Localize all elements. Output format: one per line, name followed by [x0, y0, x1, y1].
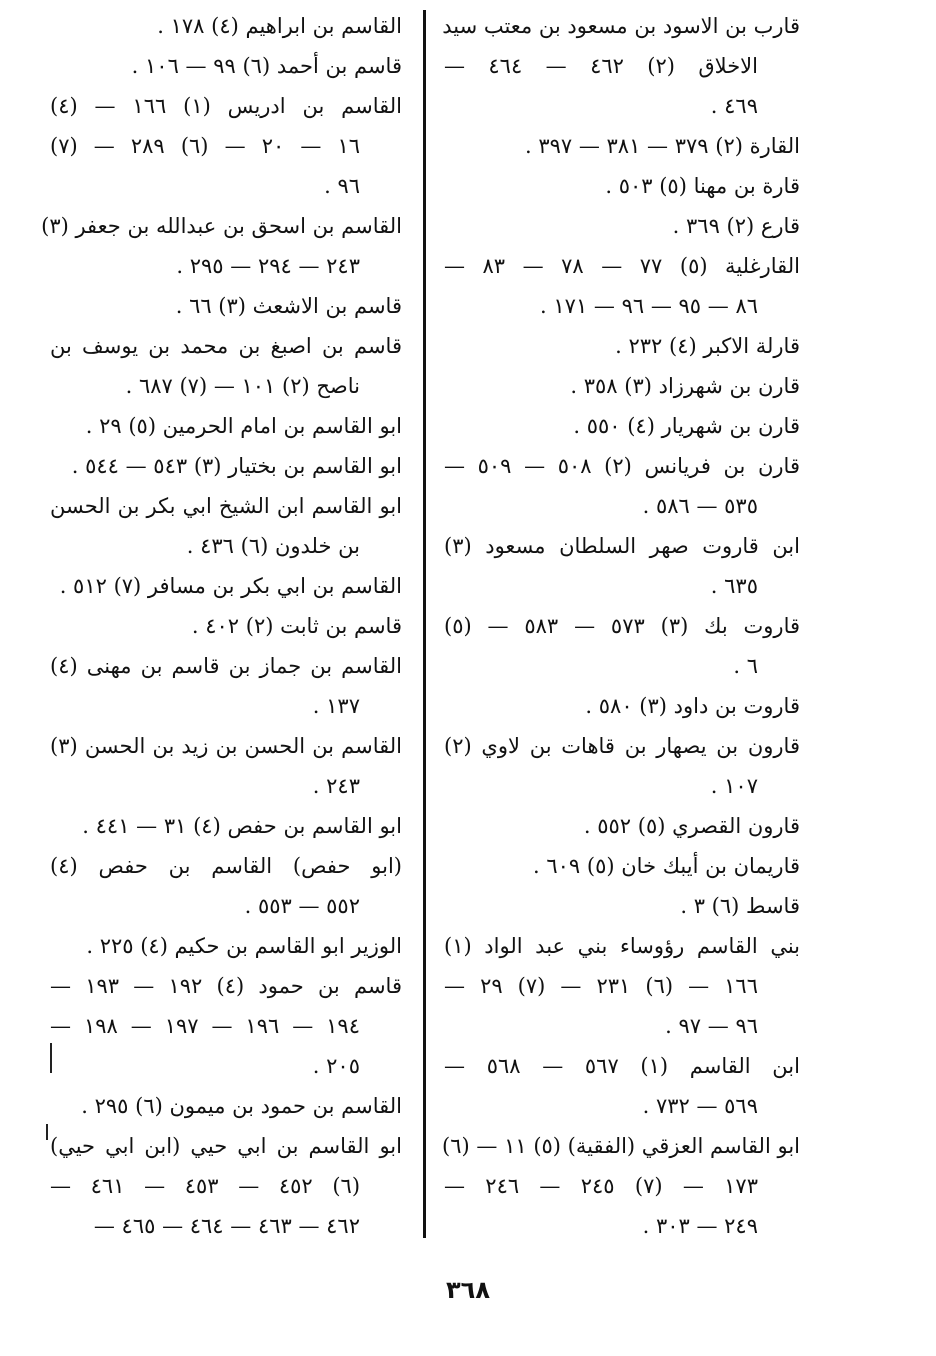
entry-continuation-line: ٩٦ . — [324, 174, 360, 198]
index-entry — [50, 46, 402, 86]
entry-continuation-line: ١٩٤ — ١٩٦ — ١٩٧ — ١٩٨ — — [50, 1014, 360, 1038]
index-entry — [444, 726, 800, 806]
index-entry — [50, 6, 402, 46]
index-entry — [444, 846, 800, 886]
index-entry — [444, 406, 800, 446]
entry-heading-line: قاروت بك (٣) ٥٧٣ — ٥٨٣ — (٥) — [444, 614, 801, 638]
entry-continuation-line: بن خلدون (٦) ٤٣٦ . — [186, 534, 360, 558]
index-entry — [444, 246, 800, 326]
index-entry — [50, 926, 402, 966]
entry-heading-line: القاسم بن الحسن بن زيد بن الحسن (٣) — [50, 734, 402, 758]
entry-heading-line: قاسم بن اصبغ بن محمد بن يوسف بن — [50, 334, 402, 358]
index-entry — [50, 726, 402, 806]
entry-continuation-line: ناصح (٢) ١٠١ — (٧) ٦٨٧ . — [125, 374, 360, 398]
margin-mark — [46, 1124, 48, 1140]
index-entry — [50, 566, 402, 606]
entry-heading-line: بني القاسم رؤوساء بني عبد الواد (١) — [444, 934, 800, 958]
index-entry — [444, 166, 800, 206]
index-entry — [444, 206, 800, 246]
entry-heading-line: ابو القاسم بن حفص (٤) ٣١ — ٤٤١ . — [82, 814, 402, 838]
page-number: ٣٦٨ — [446, 1276, 490, 1304]
entry-heading-line: القارغلية (٥) ٧٧ — ٧٨ — ٨٣ — — [444, 254, 800, 278]
index-entry — [50, 86, 402, 206]
entry-continuation-line: ٢٤٣ — ٢٩٤ — ٢٩٥ . — [176, 254, 360, 278]
entry-continuation-line: ٥٦٩ — ٧٣٢ . — [642, 1094, 758, 1118]
entry-heading-line: قاريمان بن أيبك خان (٥) ٦٠٩ . — [533, 854, 800, 878]
entry-continuation-line: ٨٦ — ٩٥ — ٩٦ — ١٧١ . — [540, 294, 758, 318]
index-entry — [50, 486, 402, 566]
entry-heading-line: قاسط (٦) ٣ . — [680, 894, 800, 918]
entry-heading-line: القاسم بن جماز بن قاسم بن مهنى (٤) — [50, 654, 402, 678]
entry-continuation-line: ٦٣٥ . — [710, 574, 758, 598]
entry-heading-line: القارة (٢) ٣٧٩ — ٣٨١ — ٣٩٧ . — [524, 134, 800, 158]
entry-continuation-line: ١٧٣ — (٧) ٢٤٥ — ٢٤٦ — — [444, 1174, 758, 1198]
margin-mark — [50, 1043, 52, 1073]
entry-continuation-line: ١٦ — ٢٠ — (٦) ٢٨٩ — (٧) — [50, 134, 361, 158]
entry-heading-line: قارون القصري (٥) ٥٥٢ . — [583, 814, 800, 838]
entry-heading-line: ابن قاروت صهر السلطان مسعود (٣) — [444, 534, 800, 558]
entry-continuation-line: ٤٦٩ . — [710, 94, 758, 118]
index-entry — [444, 686, 800, 726]
entry-heading-line: القاسم بن اسحق بن عبدالله بن جعفر (٣) — [41, 214, 402, 238]
left-column — [41, 6, 402, 1246]
entry-heading-line: ابو القاسم بن ابي حيي (ابن ابي حيي) — [50, 1134, 402, 1158]
entry-heading-line: القاسم بن ابي بكر بن مسافر (٧) ٥١٢ . — [59, 574, 402, 598]
entry-heading-line: قارن بن شهريار (٤) ٥٥٠ . — [573, 414, 800, 438]
entry-heading-line: قارن بن شهرزاد (٣) ٣٥٨ . — [570, 374, 800, 398]
entry-heading-line: ابو القاسم ابن الشيخ ابي بكر بن الحسن — [50, 494, 402, 518]
index-entry — [41, 206, 402, 286]
entry-continuation-line: ١٠٧ . — [710, 774, 758, 798]
index-entry — [50, 966, 402, 1086]
index-entry — [50, 406, 402, 446]
entry-heading-line: (ابو حفص) القاسم بن حفص (٤) — [50, 854, 402, 878]
index-entry — [444, 926, 800, 1046]
entry-heading-line: قاسم بن الاشعث (٣) ٦٦ . — [175, 294, 402, 318]
index-entry — [444, 1046, 800, 1126]
column-divider — [423, 10, 426, 1238]
index-entry — [50, 606, 402, 646]
entry-heading-line: القاسم بن ادريس (١) ١٦٦ — (٤) — [50, 94, 402, 118]
entry-continuation-line: ٥٣٥ — ٥٨٦ . — [642, 494, 758, 518]
entry-continuation-line: ٢٠٥ . — [312, 1054, 360, 1078]
index-entry — [444, 126, 800, 166]
index-entry — [444, 366, 800, 406]
entry-heading-line: قاروت بن داود (٣) ٥٨٠ . — [585, 694, 800, 718]
entry-continuation-line: ٢٤٣ . — [312, 774, 360, 798]
entry-continuation-line: ٤٦٢ — ٤٦٣ — ٤٦٤ — ٤٦٥ — — [93, 1214, 360, 1238]
entry-heading-line: قارن بن فريانس (٢) ٥٠٨ — ٥٠٩ — — [444, 454, 800, 478]
right-column — [444, 6, 800, 1246]
index-entry — [444, 606, 800, 686]
entry-heading-line: قارون بن يصهار بن قاهات بن لاوي (٢) — [444, 734, 800, 758]
entry-continuation-line: ٥٥٢ — ٥٥٣ . — [244, 894, 360, 918]
index-entry — [50, 1126, 402, 1246]
index-entry — [444, 446, 800, 526]
entry-heading-line: قاسم بن حمود (٤) ١٩٢ — ١٩٣ — — [50, 974, 402, 998]
entry-heading-line: قارب بن الاسود بن مسعود بن معتب سيد — [442, 14, 800, 38]
entry-continuation-line: ١٣٧ . — [312, 694, 360, 718]
entry-heading-line: ابو القاسم بن بختيار (٣) ٥٤٣ — ٥٤٤ . — [71, 454, 402, 478]
entry-continuation-line: ٦ . — [733, 654, 758, 678]
entry-heading-line: قارع (٢) ٣٦٩ . — [672, 214, 800, 238]
index-entry — [50, 846, 402, 926]
entry-heading-line: الوزير ابو القاسم بن حكيم (٤) ٢٢٥ . — [86, 934, 402, 958]
index-entry — [50, 646, 402, 726]
entry-heading-line: القاسم بن حمود بن ميمون (٦) ٢٩٥ . — [81, 1094, 402, 1118]
entry-continuation-line: ١٦٦ — (٦) ٢٣١ — (٧) ٢٩ — — [444, 974, 758, 998]
entry-continuation-line: ٢٤٩ — ٣٠٣ . — [642, 1214, 758, 1238]
entry-heading-line: القاسم بن ابراهيم (٤) ١٧٨ . — [157, 14, 402, 38]
entry-heading-line: قارلة الاكبر (٤) ٢٣٢ . — [615, 334, 800, 358]
index-entry — [444, 886, 800, 926]
entry-heading-line: قاسم بن أحمد (٦) ٩٩ — ١٠٦ . — [131, 54, 402, 78]
entry-continuation-line: (٦) ٤٥٢ — ٤٥٣ — ٤٦١ — — [50, 1174, 361, 1198]
index-entry — [50, 326, 402, 406]
entry-heading-line: قاسم بن ثابت (٢) ٤٠٢ . — [191, 614, 402, 638]
entry-heading-line: ابو القاسم بن امام الحرمين (٥) ٢٩ . — [85, 414, 402, 438]
index-entry — [444, 326, 800, 366]
index-entry — [444, 6, 800, 126]
index-entry — [50, 1086, 402, 1126]
entry-continuation-line: ٩٦ — ٩٧ . — [665, 1014, 758, 1038]
index-entry — [50, 806, 402, 846]
index-entry — [444, 806, 800, 846]
entry-heading-line: ابن القاسم (١) ٥٦٧ — ٥٦٨ — — [444, 1054, 800, 1078]
entry-heading-line: قارة بن مهنا (٥) ٥٠٣ . — [605, 174, 800, 198]
index-entry — [50, 286, 402, 326]
entry-continuation-line: الاخلاق (٢) ٤٦٢ — ٤٦٤ — — [444, 54, 758, 78]
index-entry — [444, 1126, 800, 1246]
entry-heading-line: ابو القاسم العزقي (الفقية) (٥) ١١ — (٦) — [442, 1134, 800, 1158]
index-entry — [444, 526, 800, 606]
index-entry — [50, 446, 402, 486]
